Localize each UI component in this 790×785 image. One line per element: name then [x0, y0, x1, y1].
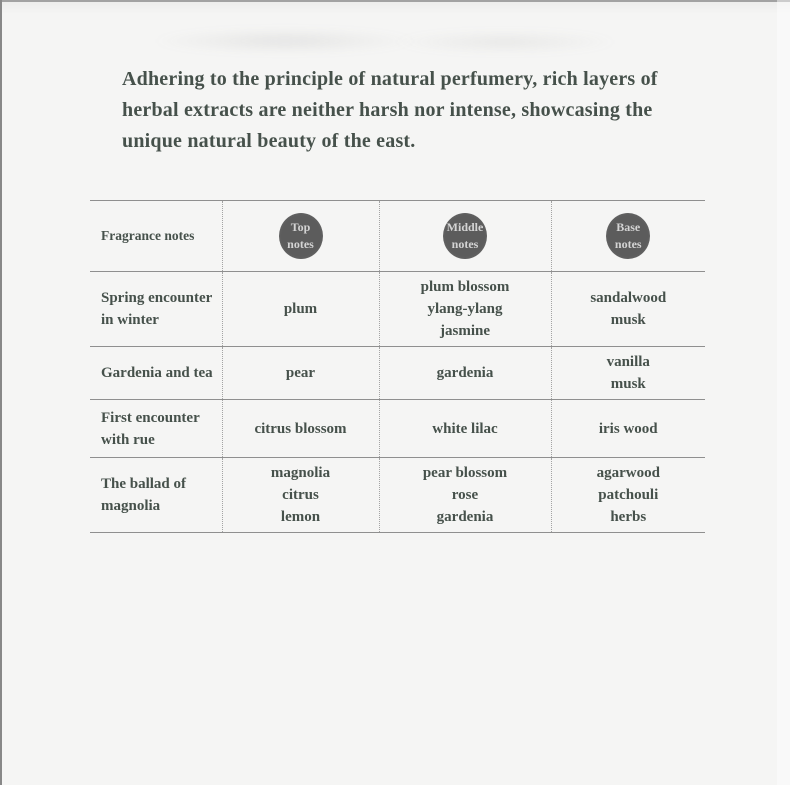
badge-label: Top: [290, 220, 311, 234]
top-notes-cell: [222, 347, 379, 400]
top-notes-badge: [279, 213, 323, 259]
base-notes-badge: [606, 213, 650, 259]
note: musk: [610, 376, 646, 392]
base-notes-cell: [551, 400, 705, 458]
note: ylang-ylang: [427, 301, 503, 317]
screenshot-left-edge: [0, 0, 2, 785]
note: gardenia: [436, 509, 494, 525]
fragrance-name-cell: First encounter with rue: [101, 409, 200, 448]
note: jasmine: [440, 323, 490, 339]
base-notes-cell: [551, 347, 705, 400]
table-row: [90, 347, 705, 400]
faded-image-smudge: [390, 30, 620, 54]
screenshot-top-fade: [0, 2, 790, 14]
fragrance-name-cell: Spring encounter in winter: [101, 290, 212, 328]
middle-notes-cell: [379, 400, 551, 458]
note: citrus blossom: [254, 420, 347, 437]
middle-notes-cell: [379, 272, 551, 347]
note: vanilla: [606, 354, 650, 370]
base-notes-cell: [551, 272, 705, 347]
note: pear blossom: [422, 465, 508, 481]
note: sandalwood: [590, 290, 667, 306]
note: plum: [283, 301, 318, 317]
badge-label: notes: [287, 237, 314, 251]
note: gardenia: [436, 365, 494, 381]
fragrance-notes-table: [90, 200, 705, 533]
note: citrus: [282, 487, 319, 503]
middle-notes-cell: [379, 458, 551, 533]
badge-label: notes: [451, 237, 479, 251]
badge-label: Base: [616, 220, 641, 234]
fragrance-notes-header: Fragrance notes: [101, 228, 195, 243]
fragrance-name-cell: The ballad of magnolia: [101, 476, 187, 514]
middle-notes-header-cell: [379, 201, 551, 272]
note: white lilac: [432, 420, 498, 437]
note: agarwood: [596, 465, 660, 481]
middle-notes-badge: [443, 213, 487, 259]
note: lemon: [280, 509, 321, 525]
table-row: [90, 272, 705, 347]
note: pear: [285, 365, 316, 381]
note: patchouli: [598, 487, 659, 503]
table-row: [90, 458, 705, 533]
top-notes-cell: [222, 400, 379, 458]
note: musk: [610, 312, 646, 328]
badge-label: notes: [614, 237, 642, 251]
intro-line: herbal extracts are neither harsh nor intense, showcasing the: [122, 99, 653, 121]
table-header-row: [90, 201, 705, 272]
table-row: [90, 400, 705, 458]
note: rose: [451, 487, 479, 503]
top-notes-header-cell: [222, 201, 379, 272]
top-notes-cell: [222, 272, 379, 347]
intro-line: Adhering to the principle of natural perfumery, rich layers of: [122, 68, 658, 90]
fragrance-name-cell: Gardenia and tea: [101, 365, 213, 381]
screenshot-right-edge: [777, 0, 790, 785]
note: herbs: [610, 509, 647, 525]
top-notes-cell: [222, 458, 379, 533]
badge-label: Middle: [446, 220, 484, 234]
middle-notes-cell: [379, 347, 551, 400]
faded-image-smudge: [150, 28, 420, 54]
note: plum blossom: [420, 279, 510, 295]
intro-line: unique natural beauty of the east.: [122, 130, 416, 152]
base-notes-cell: [551, 458, 705, 533]
base-notes-header-cell: [551, 201, 705, 272]
note: iris wood: [598, 420, 658, 437]
intro-paragraph: [122, 64, 702, 157]
note: magnolia: [270, 465, 331, 481]
